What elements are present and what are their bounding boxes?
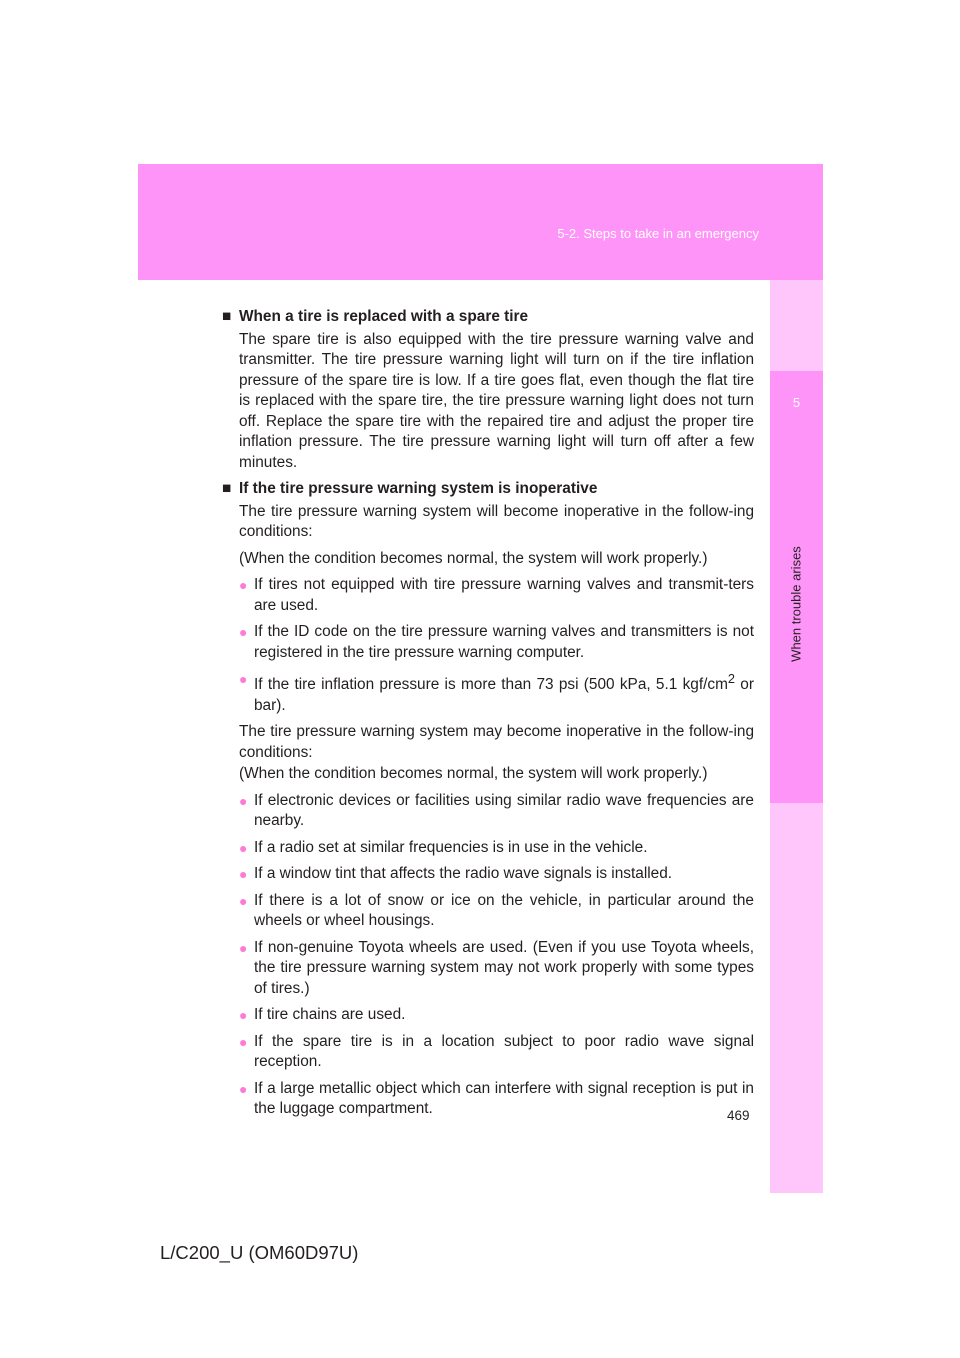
section-heading <box>222 479 754 500</box>
list-item <box>239 1005 754 1026</box>
circle-bullet-icon: ● <box>239 1080 248 1097</box>
page-content <box>222 307 754 1126</box>
heading-text: When a tire is replaced with a spare tire <box>239 308 529 325</box>
header-band <box>138 164 823 280</box>
list-item-text: If tire chains are used. <box>254 1006 406 1024</box>
circle-bullet-icon: ● <box>239 892 248 909</box>
list-item <box>239 838 754 859</box>
list-item-text: If a window tint that affects the radio wave signals is installed. <box>254 865 673 883</box>
list-item <box>239 938 754 1000</box>
list-item <box>239 669 754 716</box>
square-bullet-icon: ■ <box>222 480 232 497</box>
list-item-text-part: or bar). <box>254 676 754 714</box>
list-item-text: If the spare tire is in a location subject to poor radio wave signal reception. <box>254 1032 754 1071</box>
list-item-text: If a radio set at similar frequencies is in use in the vehicle. <box>254 838 648 856</box>
list-item <box>239 1032 754 1073</box>
list-item <box>239 864 754 885</box>
document-code: L/C200_U (OM60D97U) <box>160 1242 359 1263</box>
circle-bullet-icon: ● <box>239 792 248 809</box>
circle-bullet-icon: ● <box>239 624 248 640</box>
circle-bullet-icon: ● <box>239 577 248 593</box>
list-item-text-part: If the tire inflation pressure is more than 73 psi (500 kPa, 5.1 kgf/cm <box>254 676 728 694</box>
list-item-text: If tires not equipped with tire pressure warning valves and transmit-ters are used. <box>254 576 754 614</box>
paragraph: The spare tire is also equipped with the tire pressure warning valve and transmitter. The tire pressure warning light will turn on if the tire inflation pressure of the spare tire is low. If a tire goes flat, even though the flat tire is replaced with the spare tire, the tire pressure warning light does not turn off. Replace the spare tire with the repaired tire and adjust the proper tire inflation pressure. The tire pressure warning light will turn off after a few minutes. <box>239 330 754 471</box>
paragraph: (When the condition becomes normal, the system will work properly.) <box>239 549 708 567</box>
list-item-text: If electronic devices or facilities using similar radio wave frequencies are nearby. <box>254 791 754 830</box>
list-item <box>239 1079 754 1120</box>
section-label: 5-2. Steps to take in an emergency <box>557 226 759 241</box>
list-item <box>239 575 754 616</box>
heading-text: If the tire pressure warning system is inoperative <box>239 480 598 497</box>
page-number: 469 <box>727 1108 750 1123</box>
paragraph: The tire pressure warning system may become inoperative in the follow-ing conditions: <box>239 723 754 761</box>
paragraph: The tire pressure warning system will become inoperative in the follow-ing conditions: <box>239 502 754 540</box>
list-item <box>239 891 754 932</box>
circle-bullet-icon: ● <box>239 1033 248 1050</box>
list-item <box>239 622 754 663</box>
chapter-number: 5 <box>792 395 801 410</box>
superscript: 2 <box>727 671 736 686</box>
list-item-text: If a large metallic object which can interfere with signal reception is put in the luggage compartment. <box>254 1079 754 1118</box>
circle-bullet-icon: ● <box>239 1007 248 1024</box>
circle-bullet-icon: ● <box>239 839 248 856</box>
paragraph: (When the condition becomes normal, the system will work properly.) <box>239 765 708 783</box>
circle-bullet-icon: ● <box>239 671 248 687</box>
section-heading <box>222 307 754 328</box>
circle-bullet-icon: ● <box>239 939 248 956</box>
list-item-text: If the ID code on the tire pressure warning valves and transmitters is not registered in the tire pressure warning computer. <box>254 623 754 661</box>
list-item-text: If there is a lot of snow or ice on the vehicle, in particular around the wheels or wheel housings. <box>254 891 754 930</box>
list-item-text: If non-genuine Toyota wheels are used. (Even if you use Toyota wheels, the tire pressure warning system may not work properly with some types of tires.) <box>254 938 754 997</box>
list-item <box>239 791 754 832</box>
chapter-title: When trouble arises <box>788 546 804 662</box>
list-item-text <box>254 669 754 716</box>
side-tab <box>770 280 823 1193</box>
square-bullet-icon: ■ <box>222 308 232 325</box>
circle-bullet-icon: ● <box>239 866 248 883</box>
